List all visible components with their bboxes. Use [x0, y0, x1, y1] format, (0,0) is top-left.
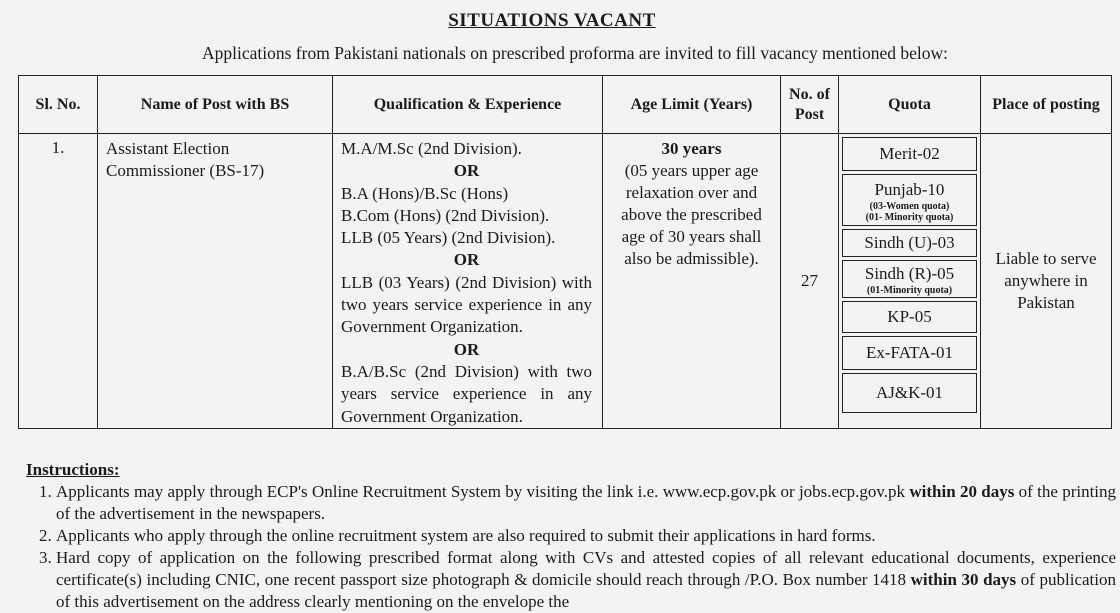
page-title: SITUATIONS VACANT [448, 10, 656, 31]
qualification-line: M.A/M.Sc (2nd Division). [341, 139, 522, 158]
cell-age-limit [603, 134, 781, 429]
age-limit-note: (05 years upper age relaxation over and above the prescribed age of 30 years shall also be admissible). [621, 161, 762, 268]
cell-place-of-posting: Liable to serve anywhere in Pakistan [981, 134, 1112, 429]
instructions-section [26, 459, 1116, 613]
cell-qualification [333, 134, 603, 429]
quota-fata: Ex-FATA-01 [842, 336, 977, 370]
header-place: Place of posting [981, 76, 1112, 134]
cell-quota [839, 134, 981, 429]
qualification-line: B.A/B.Sc (2nd Division) with two years service experience in any Government Organization. [341, 361, 592, 426]
cell-sl-no: 1. [19, 134, 98, 429]
or-separator: OR [453, 339, 480, 359]
cell-no-of-post: 27 [781, 134, 839, 429]
instructions-list [26, 481, 1116, 613]
page-subtitle: Applications from Pakistani nationals on prescribed proforma are invited to fill vacancy mentioned below: [202, 43, 948, 63]
header-qualification: Qualification & Experience [333, 76, 603, 134]
or-separator: OR [453, 250, 480, 270]
or-separator: OR [453, 161, 480, 181]
qualification-line: LLB (05 Years) (2nd Division). [341, 228, 556, 248]
header-name: Name of Post with BS [98, 76, 333, 134]
header-age: Age Limit (Years) [603, 76, 781, 134]
quota-punjab: Punjab-10 (03-Women quota) (01- Minority quota) [842, 174, 977, 226]
instructions-heading: Instructions: [26, 460, 120, 479]
header-quota: Quota [839, 76, 981, 134]
table-row [19, 134, 1112, 429]
quota-ajk: AJ&K-01 [842, 373, 977, 413]
cell-post-name: Assistant Election Commissioner (BS-17) [98, 134, 333, 429]
qualification-line: B.Com (Hons) (2nd Division). [341, 205, 550, 225]
header-no-of-post: No. of Post [781, 76, 839, 134]
header-sl-no: Sl. No. [19, 76, 98, 134]
list-item: 1. Applicants may apply through ECP's Online Recruitment System by visiting the link i.e. www.ecp.gov.pk or jobs.ecp.gov.pk within 20 days of the printing of the advertisement in the newspapers. [56, 481, 1116, 525]
list-item: 2. Applicants who apply through the online recruitment system are also required to submit their applications in hard forms. [56, 525, 1116, 547]
qualification-line: B.A (Hons)/B.Sc (Hons) [341, 183, 509, 203]
table-header-row [19, 76, 1112, 134]
qualification-line: LLB (03 Years) (2nd Division) with two years service experience in any Government Organization. [341, 272, 592, 337]
age-limit-main: 30 years [661, 139, 722, 158]
quota-sindh-urban: Sindh (U)-03 [842, 229, 977, 257]
quota-kp: KP-05 [842, 301, 977, 333]
quota-sindh-rural: Sindh (R)-05 (01-Minority quota) [842, 260, 977, 298]
vacancy-table [18, 75, 1112, 429]
quota-merit: Merit-02 [842, 137, 977, 171]
list-item: 3. Hard copy of application on the following prescribed format along with CVs and attested copies of all relevant educational documents, experience certificate(s) including CNIC, one recent passport size photograph & domicile should reach through /P.O. Box number 1418 within 30 days of publication of this advertisement on the address clearly mentioning on the envelope the [56, 547, 1116, 613]
